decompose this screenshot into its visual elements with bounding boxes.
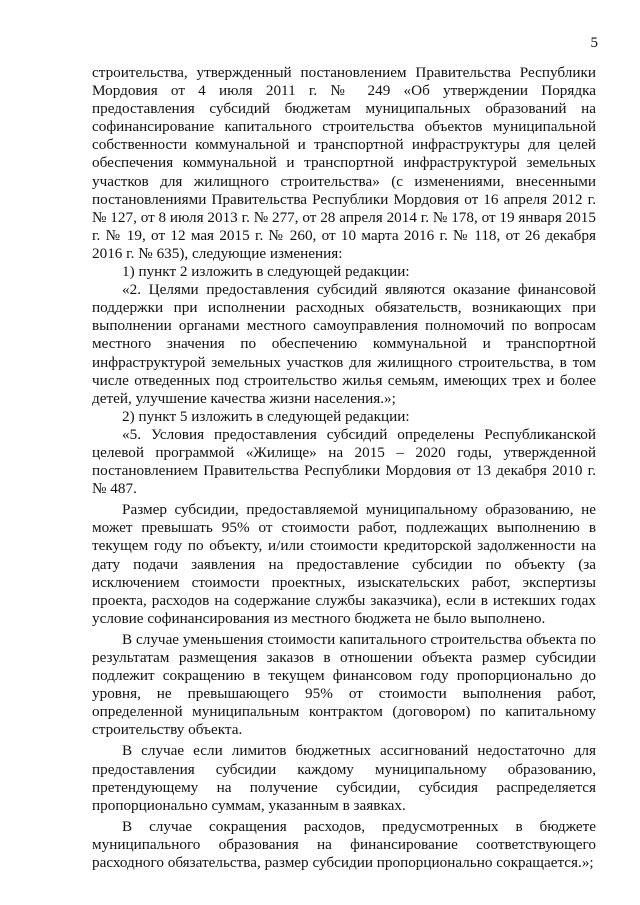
paragraph-cost-reduction: В случае уменьшения стоимости капитального строительства объекта по результатам размещения заказов в отношении объекта размер субсидии подлежит сокращению в текущем финансовом году пропорционально до уровня, не превышающего 95% от стоимости выполнения работ, определенной муниципальным контрактом (договором) по капитальному строительству объекта. — [92, 630, 596, 739]
page-number: 5 — [590, 35, 598, 51]
paragraph-clause-5: «5. Условия предоставления субсидий определены Республиканской целевой программой «Жилище» на 2015 – 2020 годы, утвержденной постановлением Правительства Республики Мордовия от 13 декабря 2010 г. № 487. — [92, 425, 596, 498]
document-body — [92, 64, 596, 872]
paragraph-insufficient-limits: В случае если лимитов бюджетных ассигнований недостаточно для предоставления субсидии каждому муниципальному образованию, претендующему на получение субсидии, субсидия распределяется пропорционально суммам, указанным в заявках. — [92, 742, 596, 814]
paragraph-item-2-heading: 2) пункт 5 изложить в следующей редакции: — [122, 407, 410, 425]
paragraph-intro: строительства, утвержденный постановлением Правительства Республики Мордовия от 4 июля 2011 г. № 249 «Об утверждении Порядка предоставления субсидий бюджетам муниципальных образований на софинансирование капитального строительства объектов муниципальной собственности коммунальной и транспортной инфраструктуры для целей обеспечения коммунальной и транспортной инфраструктурой земельных участков для жилищного строительства» (с изменениями, внесенными постановлениями Правительства Республики Мордовия от 16 апреля 2012 г. № 127, от 8 июля 2013 г. № 277, от 28 апреля 2014 г. № 178, от 19 января 2015 г. № 19, от 12 мая 2015 г. № 260, от 10 марта 2016 г. № 118, от 26 декабря 2016 г. № 635), следующие изменения: — [92, 64, 596, 262]
paragraph-budget-reduction: В случае сокращения расходов, предусмотренных в бюджете муниципального образования на финансирование соответствующего расходного обязательства, размер субсидии пропорционально сокращается.»; — [92, 817, 596, 872]
paragraph-item-1-heading: 1) пункт 2 изложить в следующей редакции: — [122, 263, 410, 281]
paragraph-subsidy-size: Размер субсидии, предоставляемой муниципальному образованию, не может превышать 95% от стоимости работ, подлежащих выполнению в текущем году по объекту, и/или стоимости кредиторской задолженности на дату подачи заявления на предоставление субсидии по объекту (за исключением стоимости проектных, изыскательских работ, экспертизы проекта, расходов на содержание службы заказчика), если в истекших годах условие софинансирования из местного бюджета не было выполнено. — [92, 501, 596, 627]
paragraph-clause-2: «2. Целями предоставления субсидий являются оказание финансовой поддержки при исполнении расходных обязательств, возникающих при выполнении органами местного самоуправления полномочий по вопросам местного значения по обеспечению коммунальной и транспортной инфраструктурой земельных участков для жилищного строительства, в том числе отведенных под строительство жилья семьям, имеющих трех и более детей, улучшение качества жизни населения.»; — [92, 281, 596, 407]
